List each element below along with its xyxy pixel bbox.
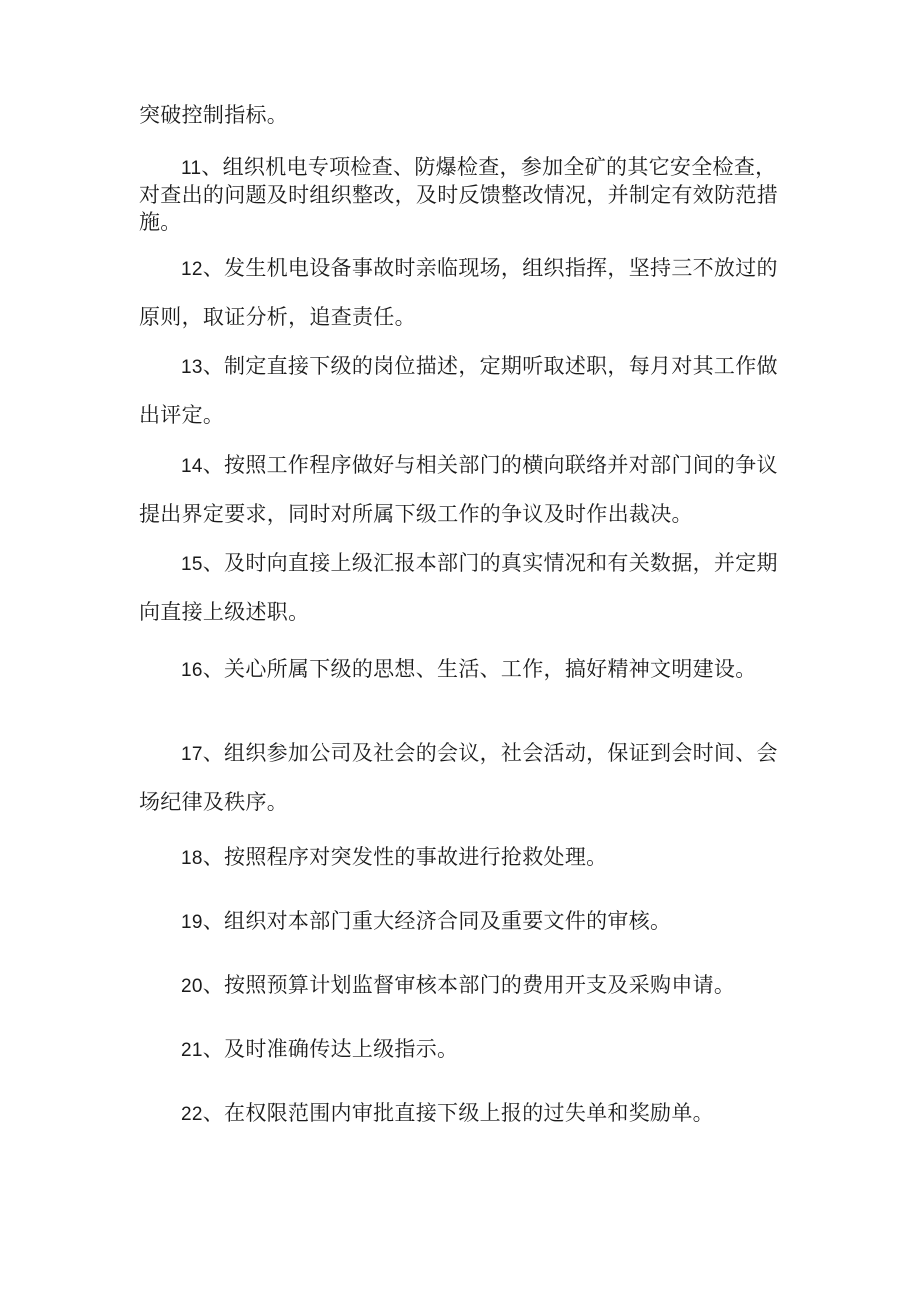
item-number: 12 <box>181 259 203 280</box>
item-11-line-3: 施。 <box>139 210 182 234</box>
item-17-line-2: 场纪律及秩序。 <box>139 790 289 814</box>
item-11-line-1: 11、组织机电专项检查、防爆检查，参加全矿的其它安全检查， <box>181 155 777 179</box>
item-15-line-1: 15、及时向直接上级汇报本部门的真实情况和有关数据，并定期 <box>181 551 778 575</box>
item-11-line-2: 对查出的问题及时组织整改，及时反馈整改情况，并制定有效防范措 <box>139 183 778 207</box>
item-number: 13 <box>181 357 203 378</box>
item-number: 16 <box>181 660 203 681</box>
item-21-line-1: 21、及时准确传达上级指示。 <box>181 1037 459 1061</box>
item-number: 11 <box>181 158 202 179</box>
item-19-line-1: 19、组织对本部门重大经济合同及重要文件的审核。 <box>181 909 672 933</box>
item-14-line-1: 14、按照工作程序做好与相关部门的横向联络并对部门间的争议 <box>181 453 778 477</box>
item-17-line-1: 17、组织参加公司及社会的会议，社会活动，保证到会时间、会 <box>181 741 778 765</box>
item-number: 20 <box>181 976 203 997</box>
item-15-line-2: 向直接上级述职。 <box>139 600 310 624</box>
item-13-line-2: 出评定。 <box>139 403 225 427</box>
item-number: 22 <box>181 1104 203 1125</box>
item-number: 17 <box>181 744 203 765</box>
item-number: 14 <box>181 456 203 477</box>
item-12-line-2: 原则，取证分析，追查责任。 <box>139 305 416 329</box>
text-line-1: 突破控制指标。 <box>139 103 289 127</box>
item-20-line-1: 20、按照预算计划监督审核本部门的费用开支及采购申请。 <box>181 973 736 997</box>
item-number: 18 <box>181 848 203 869</box>
item-13-line-1: 13、制定直接下级的岗位描述，定期听取述职，每月对其工作做 <box>181 354 778 378</box>
item-22-line-1: 22、在权限范围内审批直接下级上报的过失单和奖励单。 <box>181 1101 714 1125</box>
item-18-line-1: 18、按照程序对突发性的事故进行抢救处理。 <box>181 845 608 869</box>
item-number: 19 <box>181 912 203 933</box>
item-12-line-1: 12、发生机电设备事故时亲临现场，组织指挥，坚持三不放过的 <box>181 256 778 280</box>
item-number: 15 <box>181 554 203 575</box>
item-14-line-2: 提出界定要求，同时对所属下级工作的争议及时作出裁决。 <box>139 502 693 526</box>
item-number: 21 <box>181 1040 203 1061</box>
item-16-line-1: 16、关心所属下级的思想、生活、工作，搞好精神文明建设。 <box>181 657 757 681</box>
